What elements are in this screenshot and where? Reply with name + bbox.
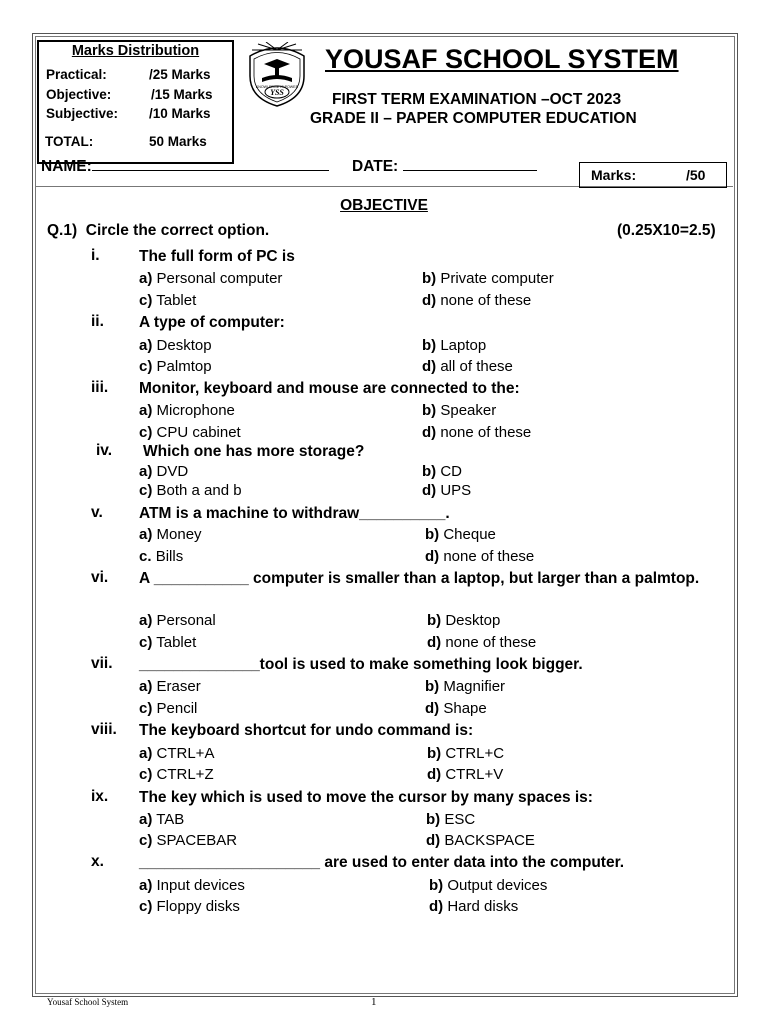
option-text: CPU cabinet xyxy=(156,424,241,441)
option-text: Cheque xyxy=(443,526,496,543)
marks-label: Marks: xyxy=(591,167,637,183)
option-text: Output devices xyxy=(447,877,548,894)
answer-option[interactable] xyxy=(429,898,518,915)
school-crest-icon xyxy=(244,42,310,108)
answer-option[interactable] xyxy=(425,700,487,717)
question-item-text: The keyboard shortcut for undo command is: xyxy=(139,722,474,739)
answer-option[interactable] xyxy=(139,700,197,717)
name-blank[interactable] xyxy=(92,156,329,171)
option-text: Desktop xyxy=(156,337,212,354)
option-key: c) xyxy=(139,832,153,849)
option-text: CTRL+A xyxy=(156,745,215,762)
option-key: b) xyxy=(429,877,444,894)
total-marks: 50 Marks xyxy=(149,134,207,149)
answer-option[interactable] xyxy=(139,402,235,419)
option-key: d) xyxy=(422,424,437,441)
answer-option[interactable] xyxy=(427,766,503,783)
question-item-number: ii. xyxy=(91,313,104,330)
date-label: DATE: xyxy=(352,158,399,175)
option-text: Pencil xyxy=(156,700,198,717)
answer-option[interactable] xyxy=(139,337,212,354)
question-item-number: iv. xyxy=(96,442,113,459)
option-text: UPS xyxy=(440,482,472,499)
option-key: a) xyxy=(139,811,153,828)
answer-option[interactable] xyxy=(422,337,486,354)
option-text: Tablet xyxy=(156,634,197,651)
marks-total: /50 xyxy=(686,167,706,183)
exam-title: FIRST TERM EXAMINATION –OCT 2023 xyxy=(332,91,622,108)
question-item-number: viii. xyxy=(91,721,117,738)
marks-distribution-title: Marks Distribution xyxy=(71,43,200,59)
answer-option[interactable] xyxy=(422,270,554,287)
answer-option[interactable] xyxy=(427,745,504,762)
answer-option[interactable] xyxy=(427,612,500,629)
option-text: Personal computer xyxy=(156,270,283,287)
option-text: Hard disks xyxy=(447,898,519,915)
option-key: c. xyxy=(139,548,152,565)
option-key: d) xyxy=(422,482,437,499)
answer-option[interactable] xyxy=(429,877,547,894)
answer-option[interactable] xyxy=(139,270,282,287)
option-key: c) xyxy=(139,424,153,441)
answer-option[interactable] xyxy=(139,811,184,828)
option-key: a) xyxy=(139,270,153,287)
answer-option[interactable] xyxy=(139,424,241,441)
option-key: b) xyxy=(427,745,442,762)
logo-motto: KNOWLEDGE IS POWER xyxy=(255,85,299,89)
option-key: c) xyxy=(139,700,153,717)
subjective-label: Subjective: xyxy=(46,106,119,121)
question-item-number: v. xyxy=(91,504,103,521)
marks-distribution-box xyxy=(37,40,234,164)
option-text: SPACEBAR xyxy=(156,832,238,849)
option-key: b) xyxy=(422,463,437,480)
question-item-number: vi. xyxy=(91,569,109,586)
answer-option[interactable] xyxy=(139,766,214,783)
option-key: d) xyxy=(425,548,440,565)
answer-option[interactable] xyxy=(422,424,531,441)
question-item-text: The full form of PC is xyxy=(139,248,295,265)
footer-text: Yousaf School System xyxy=(47,997,129,1007)
option-text: none of these xyxy=(443,548,535,565)
answer-option[interactable] xyxy=(139,678,201,695)
question-item-text: A type of computer: xyxy=(139,314,285,331)
answer-option[interactable] xyxy=(139,482,242,499)
option-text: Speaker xyxy=(440,402,497,419)
question-item-text: ATM is a machine to withdraw__________. xyxy=(139,505,450,522)
answer-option[interactable] xyxy=(139,358,212,375)
option-key: d) xyxy=(427,634,442,651)
page-number: 1 xyxy=(371,996,377,1008)
answer-option[interactable] xyxy=(139,745,214,762)
logo-initials: YSS xyxy=(270,88,284,97)
subjective-marks: /10 Marks xyxy=(149,106,211,121)
name-label: NAME: xyxy=(41,158,92,175)
option-text: Input devices xyxy=(156,877,245,894)
date-blank[interactable] xyxy=(403,156,537,171)
option-text: BACKSPACE xyxy=(444,832,535,849)
option-text: CTRL+Z xyxy=(156,766,214,783)
option-text: ESC xyxy=(444,811,476,828)
option-key: b) xyxy=(422,402,437,419)
option-key: c) xyxy=(139,292,153,309)
option-key: b) xyxy=(422,270,437,287)
option-key: b) xyxy=(425,526,440,543)
question-item-number: i. xyxy=(91,247,100,264)
date-field[interactable] xyxy=(352,156,537,176)
option-key: c) xyxy=(139,358,153,375)
answer-option[interactable] xyxy=(422,402,496,419)
answer-option[interactable] xyxy=(426,811,475,828)
option-key: b) xyxy=(426,811,441,828)
question-item-text: The key which is used to move the cursor by many spaces is: xyxy=(139,789,593,806)
option-text: Money xyxy=(156,526,202,543)
option-text: none of these xyxy=(445,634,537,651)
option-text: Magnifier xyxy=(443,678,506,695)
option-text: Microphone xyxy=(156,402,235,419)
option-key: b) xyxy=(425,678,440,695)
option-key: a) xyxy=(139,526,153,543)
question-item-text: Which one has more storage? xyxy=(143,443,365,460)
question-item-text: ______________tool is used to make something look bigger. xyxy=(139,656,583,673)
option-text: Palmtop xyxy=(156,358,212,375)
answer-option[interactable] xyxy=(139,292,196,309)
option-text: TAB xyxy=(156,811,185,828)
option-key: d) xyxy=(422,358,437,375)
question-marks: (0.25X10=2.5) xyxy=(617,222,716,239)
answer-option[interactable] xyxy=(425,678,505,695)
option-text: Shape xyxy=(443,700,487,717)
option-text: CD xyxy=(440,463,463,480)
option-text: all of these xyxy=(440,358,513,375)
option-text: Private computer xyxy=(440,270,554,287)
marks-obtained-box[interactable] xyxy=(579,162,727,188)
option-text: Tablet xyxy=(156,292,197,309)
option-key: d) xyxy=(427,766,442,783)
option-key: a) xyxy=(139,612,153,629)
answer-option[interactable] xyxy=(139,898,240,915)
question-item-number: iii. xyxy=(91,379,109,396)
option-key: d) xyxy=(425,700,440,717)
answer-option[interactable] xyxy=(139,877,245,894)
answer-option[interactable] xyxy=(425,526,496,543)
practical-marks: /25 Marks xyxy=(149,67,211,82)
option-key: c) xyxy=(139,898,153,915)
option-text: Both a and b xyxy=(156,482,242,499)
option-key: d) xyxy=(426,832,441,849)
option-text: Laptop xyxy=(440,337,487,354)
option-key: a) xyxy=(139,402,153,419)
option-key: a) xyxy=(139,745,153,762)
option-text: Personal xyxy=(156,612,216,629)
answer-option[interactable] xyxy=(422,358,513,375)
option-text: none of these xyxy=(440,292,532,309)
answer-option[interactable] xyxy=(139,634,196,651)
practical-label: Practical: xyxy=(46,67,107,82)
question-item-text: A ___________ computer is smaller than a laptop, but larger than a palmtop. xyxy=(139,570,700,587)
option-key: a) xyxy=(139,678,153,695)
option-text: DVD xyxy=(156,463,189,480)
objective-label: Objective: xyxy=(46,87,112,102)
option-key: a) xyxy=(139,877,153,894)
question-instruction: Circle the correct option. xyxy=(85,222,270,239)
option-text: Desktop xyxy=(445,612,501,629)
section-title: OBJECTIVE xyxy=(340,197,428,214)
answer-option[interactable] xyxy=(139,526,202,543)
question-item-text: _____________________ are used to enter data into the computer. xyxy=(139,854,625,871)
option-key: d) xyxy=(422,292,437,309)
option-text: CTRL+V xyxy=(445,766,504,783)
question-item-number: vii. xyxy=(91,655,113,672)
option-text: Floppy disks xyxy=(156,898,240,915)
option-text: CTRL+C xyxy=(445,745,505,762)
total-label: TOTAL: xyxy=(45,134,94,149)
grade-paper-title: GRADE II – PAPER COMPUTER EDUCATION xyxy=(310,110,637,127)
option-key: c) xyxy=(139,766,153,783)
option-key: b) xyxy=(422,337,437,354)
name-field[interactable] xyxy=(41,156,329,176)
answer-option[interactable] xyxy=(422,292,531,309)
option-key: d) xyxy=(429,898,444,915)
question-item-text: Monitor, keyboard and mouse are connected to the: xyxy=(139,380,520,397)
answer-option[interactable] xyxy=(422,463,462,480)
answer-option[interactable] xyxy=(426,832,535,849)
question-item-number: ix. xyxy=(91,788,109,805)
question-number: Q.1) xyxy=(47,222,78,239)
option-text: Bills xyxy=(155,548,184,565)
option-key: c) xyxy=(139,482,153,499)
question-item-number: x. xyxy=(91,853,104,870)
option-key: a) xyxy=(139,463,153,480)
answer-option[interactable] xyxy=(139,463,188,480)
answer-option[interactable] xyxy=(139,832,237,849)
school-name: YOUSAF SCHOOL SYSTEM xyxy=(325,44,679,74)
answer-option[interactable] xyxy=(425,548,534,565)
option-key: b) xyxy=(427,612,442,629)
option-text: none of these xyxy=(440,424,532,441)
answer-option[interactable] xyxy=(139,548,183,565)
question-heading xyxy=(47,222,269,240)
option-key: c) xyxy=(139,634,153,651)
objective-marks: /15 Marks xyxy=(151,87,213,102)
answer-option[interactable] xyxy=(427,634,536,651)
answer-option[interactable] xyxy=(422,482,471,499)
option-key: a) xyxy=(139,337,153,354)
answer-option[interactable] xyxy=(139,612,216,629)
option-text: Eraser xyxy=(156,678,201,695)
